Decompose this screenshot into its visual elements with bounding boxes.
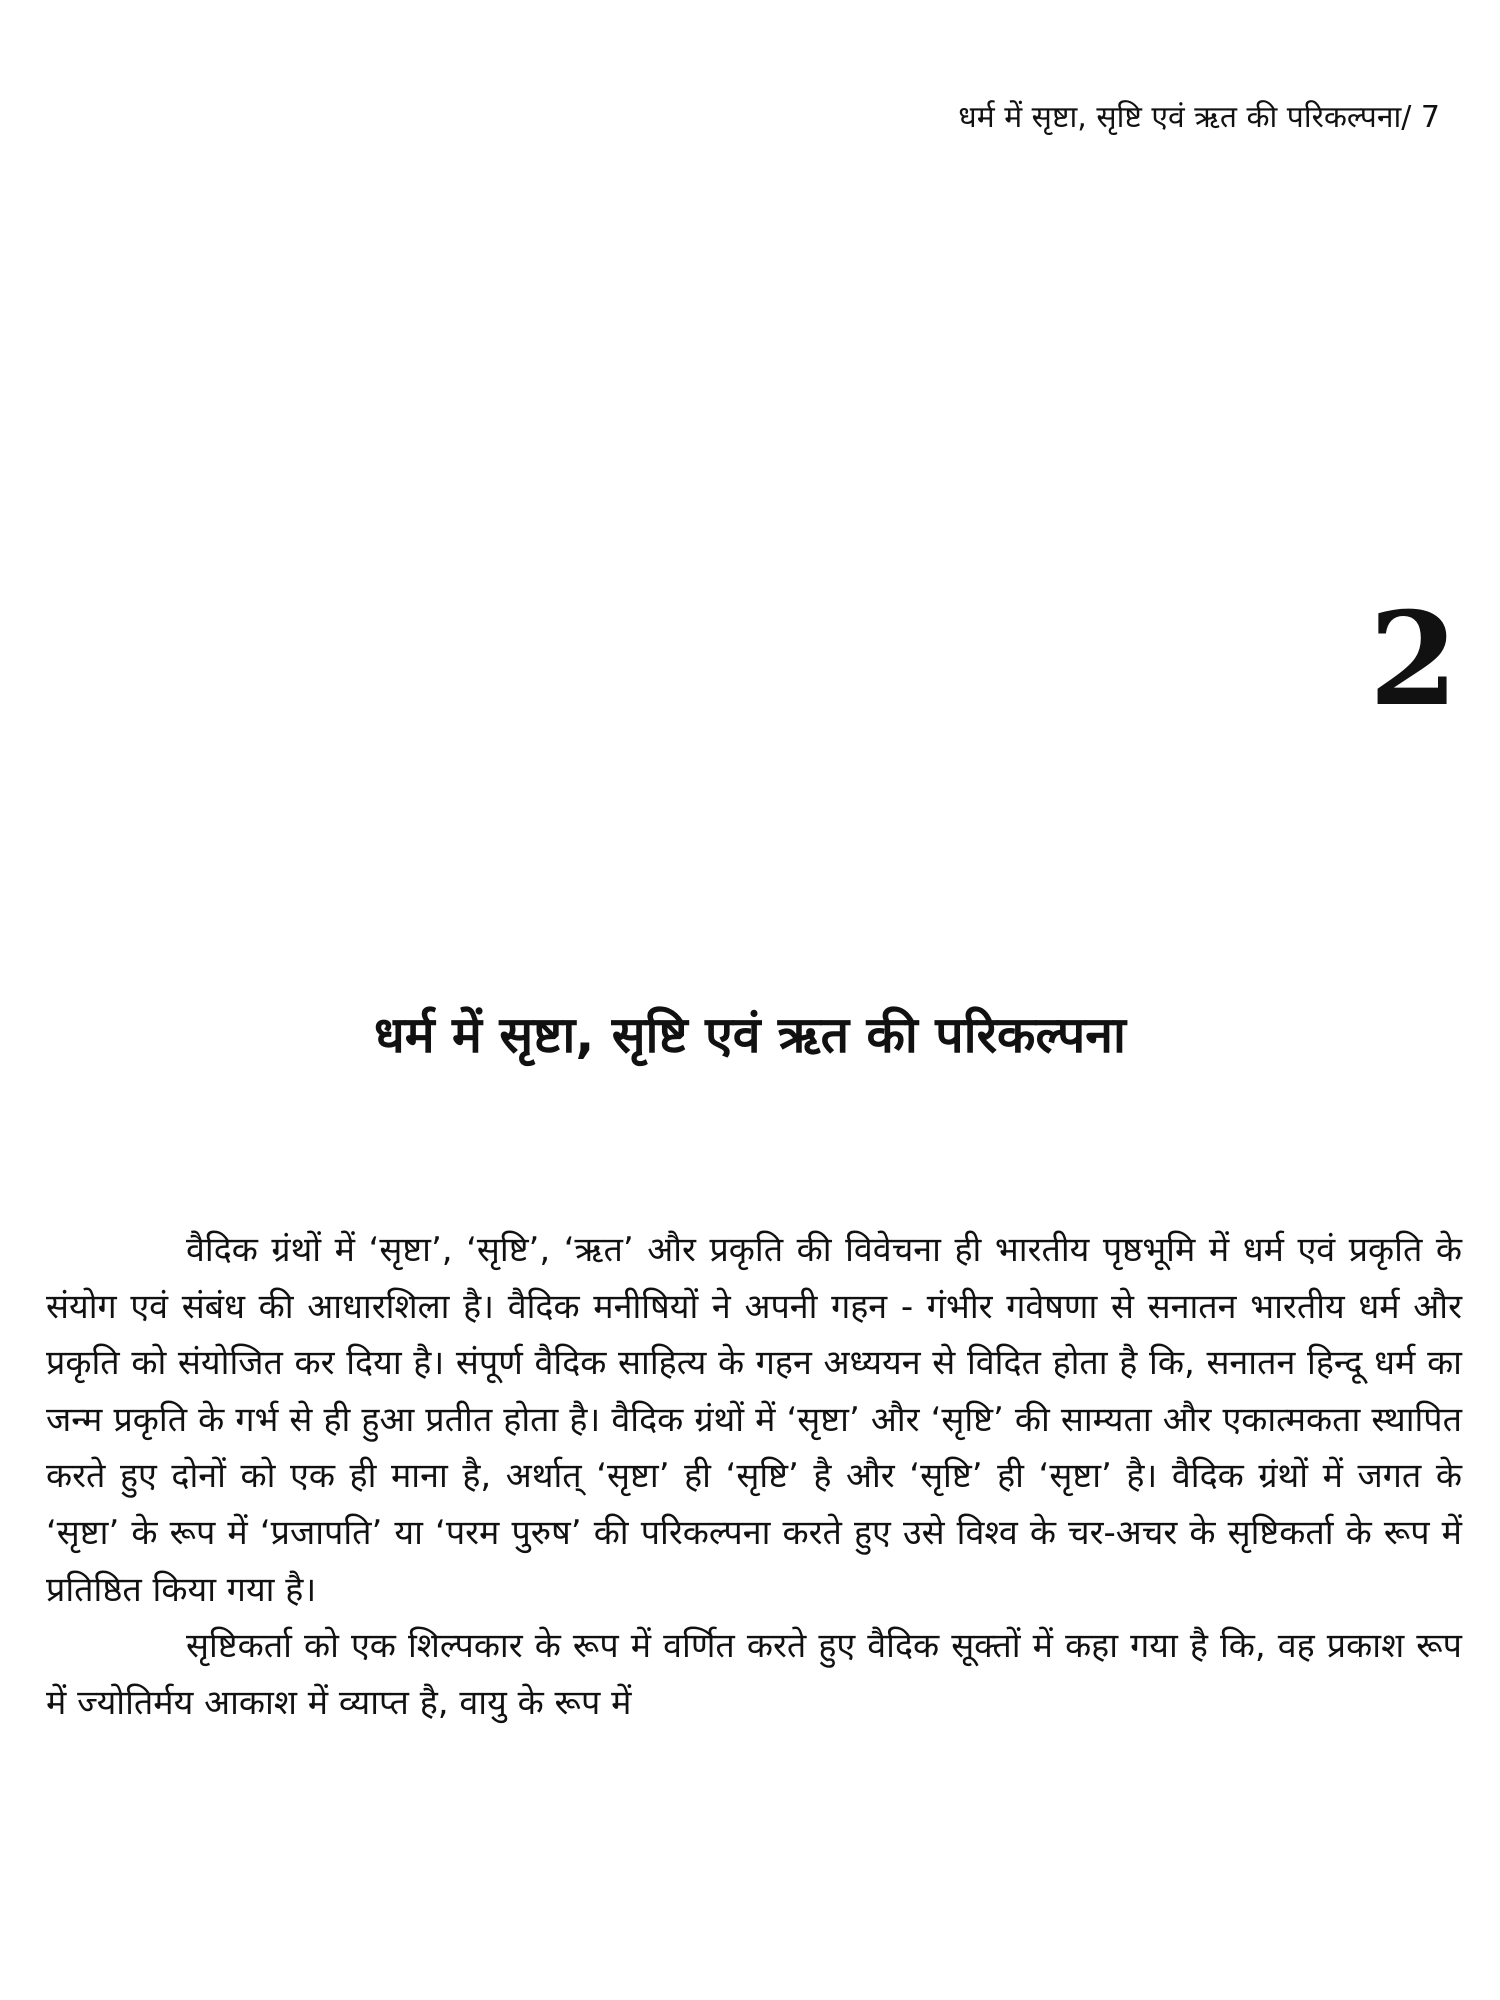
chapter-title: धर्म में सृष्टा, सृष्टि एवं ऋत की परिकल्पना [374,1006,1126,1064]
paragraph: सृष्टिकर्ता को एक शिल्पकार के रूप में वर्णित करते हुए वैदिक सूक्तों में कहा गया है कि, वह प्रकाश रूप में ज्योतिर्मय आकाश में व्याप्त है, वायु के रूप में [46,1626,1462,1723]
body-text [46,1222,1462,1731]
chapter-number: 2 [1368,585,1458,735]
running-head: धर्म में सृष्टा, सृष्टि एवं ऋत की परिकल्पना/ 7 [958,100,1440,135]
paragraph: वैदिक ग्रंथों में ‘सृष्टा’, ‘सृष्टि’, ‘ऋत’ और प्रकृति की विवेचना ही भारतीय पृष्ठभूमि में धर्म एवं प्रकृति के संयोग एवं संबंध की आधारशिला है। वैदिक मनीषियों ने अपनी गहन - गंभीर गवेषणा से सनातन भारतीय धर्म और प्रकृति को संयोजित कर दिया है। संपूर्ण वैदिक साहित्य के गहन अध्ययन से विदित होता है कि, सनातन हिन्दू धर्म का जन्म प्रकृति के गर्भ से ही हुआ प्रतीत होता है। वैदिक ग्रंथों में ‘सृष्टा’ और ‘सृष्टि’ की साम्यता और एकात्मकता स्थापित करते हुए दोनों को एक ही माना है, अर्थात् ‘सृष्टा’ ही ‘सृष्टि’ है और ‘सृष्टि’ ही ‘सृष्टा’ है। वैदिक ग्रंथों में जगत के ‘सृष्टा’ के रूप में ‘प्रजापति’ या ‘परम पुरुष’ की परिकल्पना करते हुए उसे विश्व के चर-अचर के सृष्टिकर्ता के रूप में प्रतिष्ठित किया गया है। [46,1230,1462,1610]
